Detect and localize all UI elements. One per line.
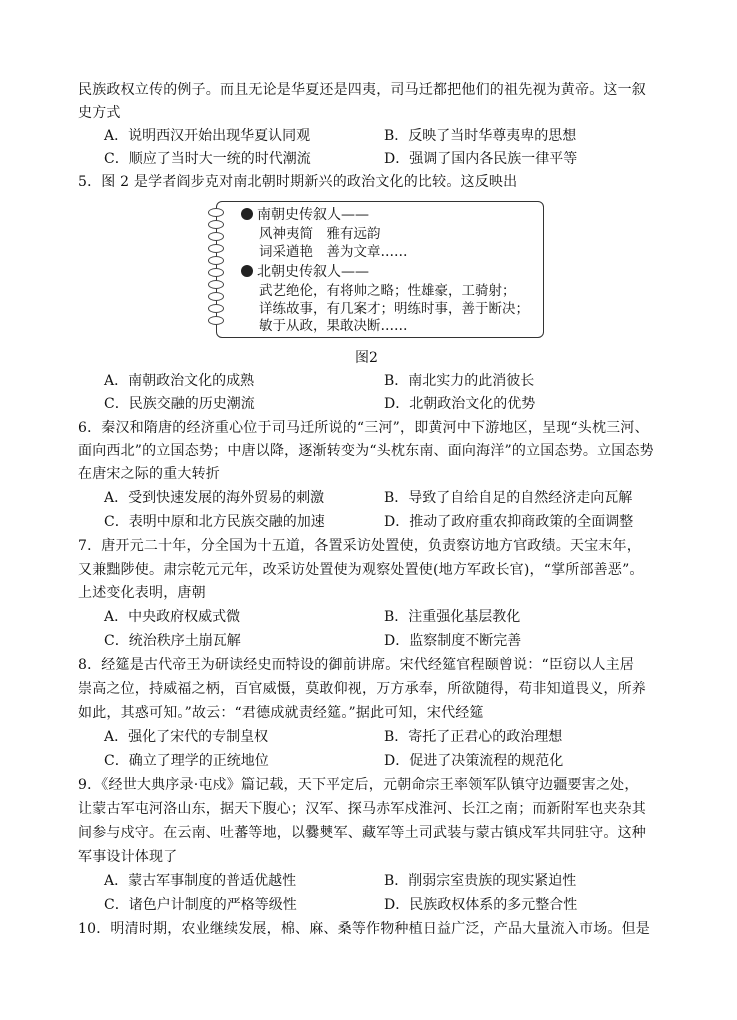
q8-option-a: A．强化了宋代的专制皇权: [104, 729, 269, 745]
q9-stem-line: 间参与戍守。在云南、吐蕃等地，以爨僰军、藏军等土司武装与蒙古镇戍军共同驻守。这种: [78, 825, 646, 841]
q7-stem-line: 7．唐开元二十年，分全国为十五道，各置采访处置使，负责察访地方官政绩。天宝末年，: [78, 538, 641, 554]
q6-option-c: C．表明中原和北方民族交融的加速: [104, 514, 325, 530]
bullet-icon: [241, 208, 253, 220]
north-line: 详练故事，有几案才；明练时事，善于断决；: [259, 301, 529, 317]
q9-option-d: D．民族政权体系的多元整合性: [384, 897, 578, 913]
q7-stem-line: 上述变化表明，唐朝: [78, 585, 206, 601]
q6-option-a: A．受到快速发展的海外贸易的刺激: [104, 490, 325, 506]
q8-stem-line: 8．经筵是古代帝王为研读经史而特设的御前讲席。宋代经筵官程颐曾说：“臣窃以人主居: [78, 657, 635, 673]
q9-stem-line: 让蒙古军屯河洛山东，据天下腹心；汉军、探马赤军戍淮河、长江之南；而新附军也夹杂其: [78, 801, 646, 817]
bullet-icon: [241, 265, 253, 277]
q4-stem-line: 民族政权立传的例子。而且无论是华夏还是四夷，司马迁都把他们的祖先视为黄帝。这一叙: [78, 82, 646, 98]
q9-option-a: A．蒙古军事制度的普适优越性: [104, 873, 297, 889]
q4-option-c: C．顺应了当时大一统的时代潮流: [104, 151, 311, 167]
south-heading: [241, 206, 369, 224]
ring-icon: [208, 244, 224, 253]
q8-stem-line: 如此，其惑可知。”故云：“君德成就责经筵。”据此可知，宋代经筵: [78, 705, 484, 721]
q9-option-b: B．削弱宗室贵族的现实紧迫性: [384, 873, 577, 889]
q6-option-d: D．推动了政府重农抑商政策的全面调整: [384, 514, 634, 530]
q5-option-d: D．北朝政治文化的优势: [384, 396, 536, 412]
figure-caption: 图2: [355, 350, 378, 366]
notebook-rings: [208, 206, 226, 334]
ring-icon: [208, 232, 224, 241]
south-line: 词采遒艳 善为文章……: [259, 244, 408, 260]
q9-option-c: C．诸色户计制度的严格等级性: [104, 897, 297, 913]
q10-stem: 10．明清时期，农业继续发展，棉、麻、桑等作物种植日益广泛，产品大量流入市场。但是: [78, 921, 651, 937]
south-heading-text: 南朝史传叙人——: [257, 207, 369, 223]
q7-option-d: D．监察制度不断完善: [384, 633, 522, 649]
ring-icon: [208, 268, 224, 277]
q4-stem-line: 史方式: [78, 105, 121, 121]
ring-icon: [208, 220, 224, 229]
q6-option-b: B．导致了自给自足的自然经济走向瓦解: [384, 490, 633, 506]
figure-2-notebook: [216, 201, 544, 338]
q5-option-c: C．民族交融的历史潮流: [104, 396, 255, 412]
north-line: 敏于从政，果敢决断……: [259, 318, 408, 334]
north-heading: [241, 263, 369, 281]
q5-option-b: B．南北实力的此消彼长: [384, 373, 535, 389]
q8-option-b: B．寄托了正君心的政治理想: [384, 729, 563, 745]
ring-icon: [208, 316, 224, 325]
q9-stem-line: 军事设计体现了: [78, 849, 178, 865]
q4-option-b: B．反映了当时华尊夷卑的思想: [384, 128, 577, 144]
q4-option-a: A．说明西汉开始出现华夏认同观: [104, 128, 311, 144]
q6-stem-line: 面向西北”的立国态势；中唐以降，逐渐转变为“头枕东南、面向海洋”的立国态势。立国态势: [78, 443, 654, 459]
q8-stem-line: 崇高之位，持威福之柄，百官威慑，莫敢仰视，万方承奉，所欲随得，苟非知道畏义，所养: [78, 681, 646, 697]
ring-icon: [208, 208, 224, 217]
ring-icon: [208, 304, 224, 313]
ring-icon: [208, 280, 224, 289]
q8-option-d: D．促进了决策流程的规范化: [384, 753, 564, 769]
ring-icon: [208, 256, 224, 265]
north-line: 武艺绝伦，有将帅之略；性雄豪，工骑射；: [259, 283, 516, 299]
q8-option-c: C．确立了理学的正统地位: [104, 753, 269, 769]
q7-option-c: C．统治秩序土崩瓦解: [104, 633, 241, 649]
q9-stem-line: 9．《经世大典序录·屯戍》篇记载，天下平定后，元朝命宗王率领军队镇守边疆要害之处，: [78, 777, 639, 793]
q5-stem: 5．图 2 是学者阎步克对南北朝时期新兴的政治文化的比较。这反映出: [78, 174, 518, 190]
q5-option-a: A．南朝政治文化的成熟: [104, 373, 255, 389]
q6-stem-line: 在唐宋之际的重大转折: [78, 466, 220, 482]
q7-option-a: A．中央政府权威式微: [104, 609, 241, 625]
q4-option-d: D．强调了国内各民族一律平等: [384, 151, 578, 167]
north-heading-text: 北朝史传叙人——: [257, 264, 369, 280]
q6-stem-line: 6．秦汉和隋唐的经济重心位于司马迁所说的“三河”，即黄河中下游地区，呈现“头枕三河、: [78, 420, 649, 436]
ring-icon: [208, 292, 224, 301]
q7-stem-line: 又兼黜陟使。肃宗乾元元年，改采访处置使为观察处置使(地方军政长官)，“掌所部善恶”。: [78, 562, 644, 578]
south-line: 风神夷简 雅有远韵: [259, 226, 381, 242]
q7-option-b: B．注重强化基层教化: [384, 609, 521, 625]
